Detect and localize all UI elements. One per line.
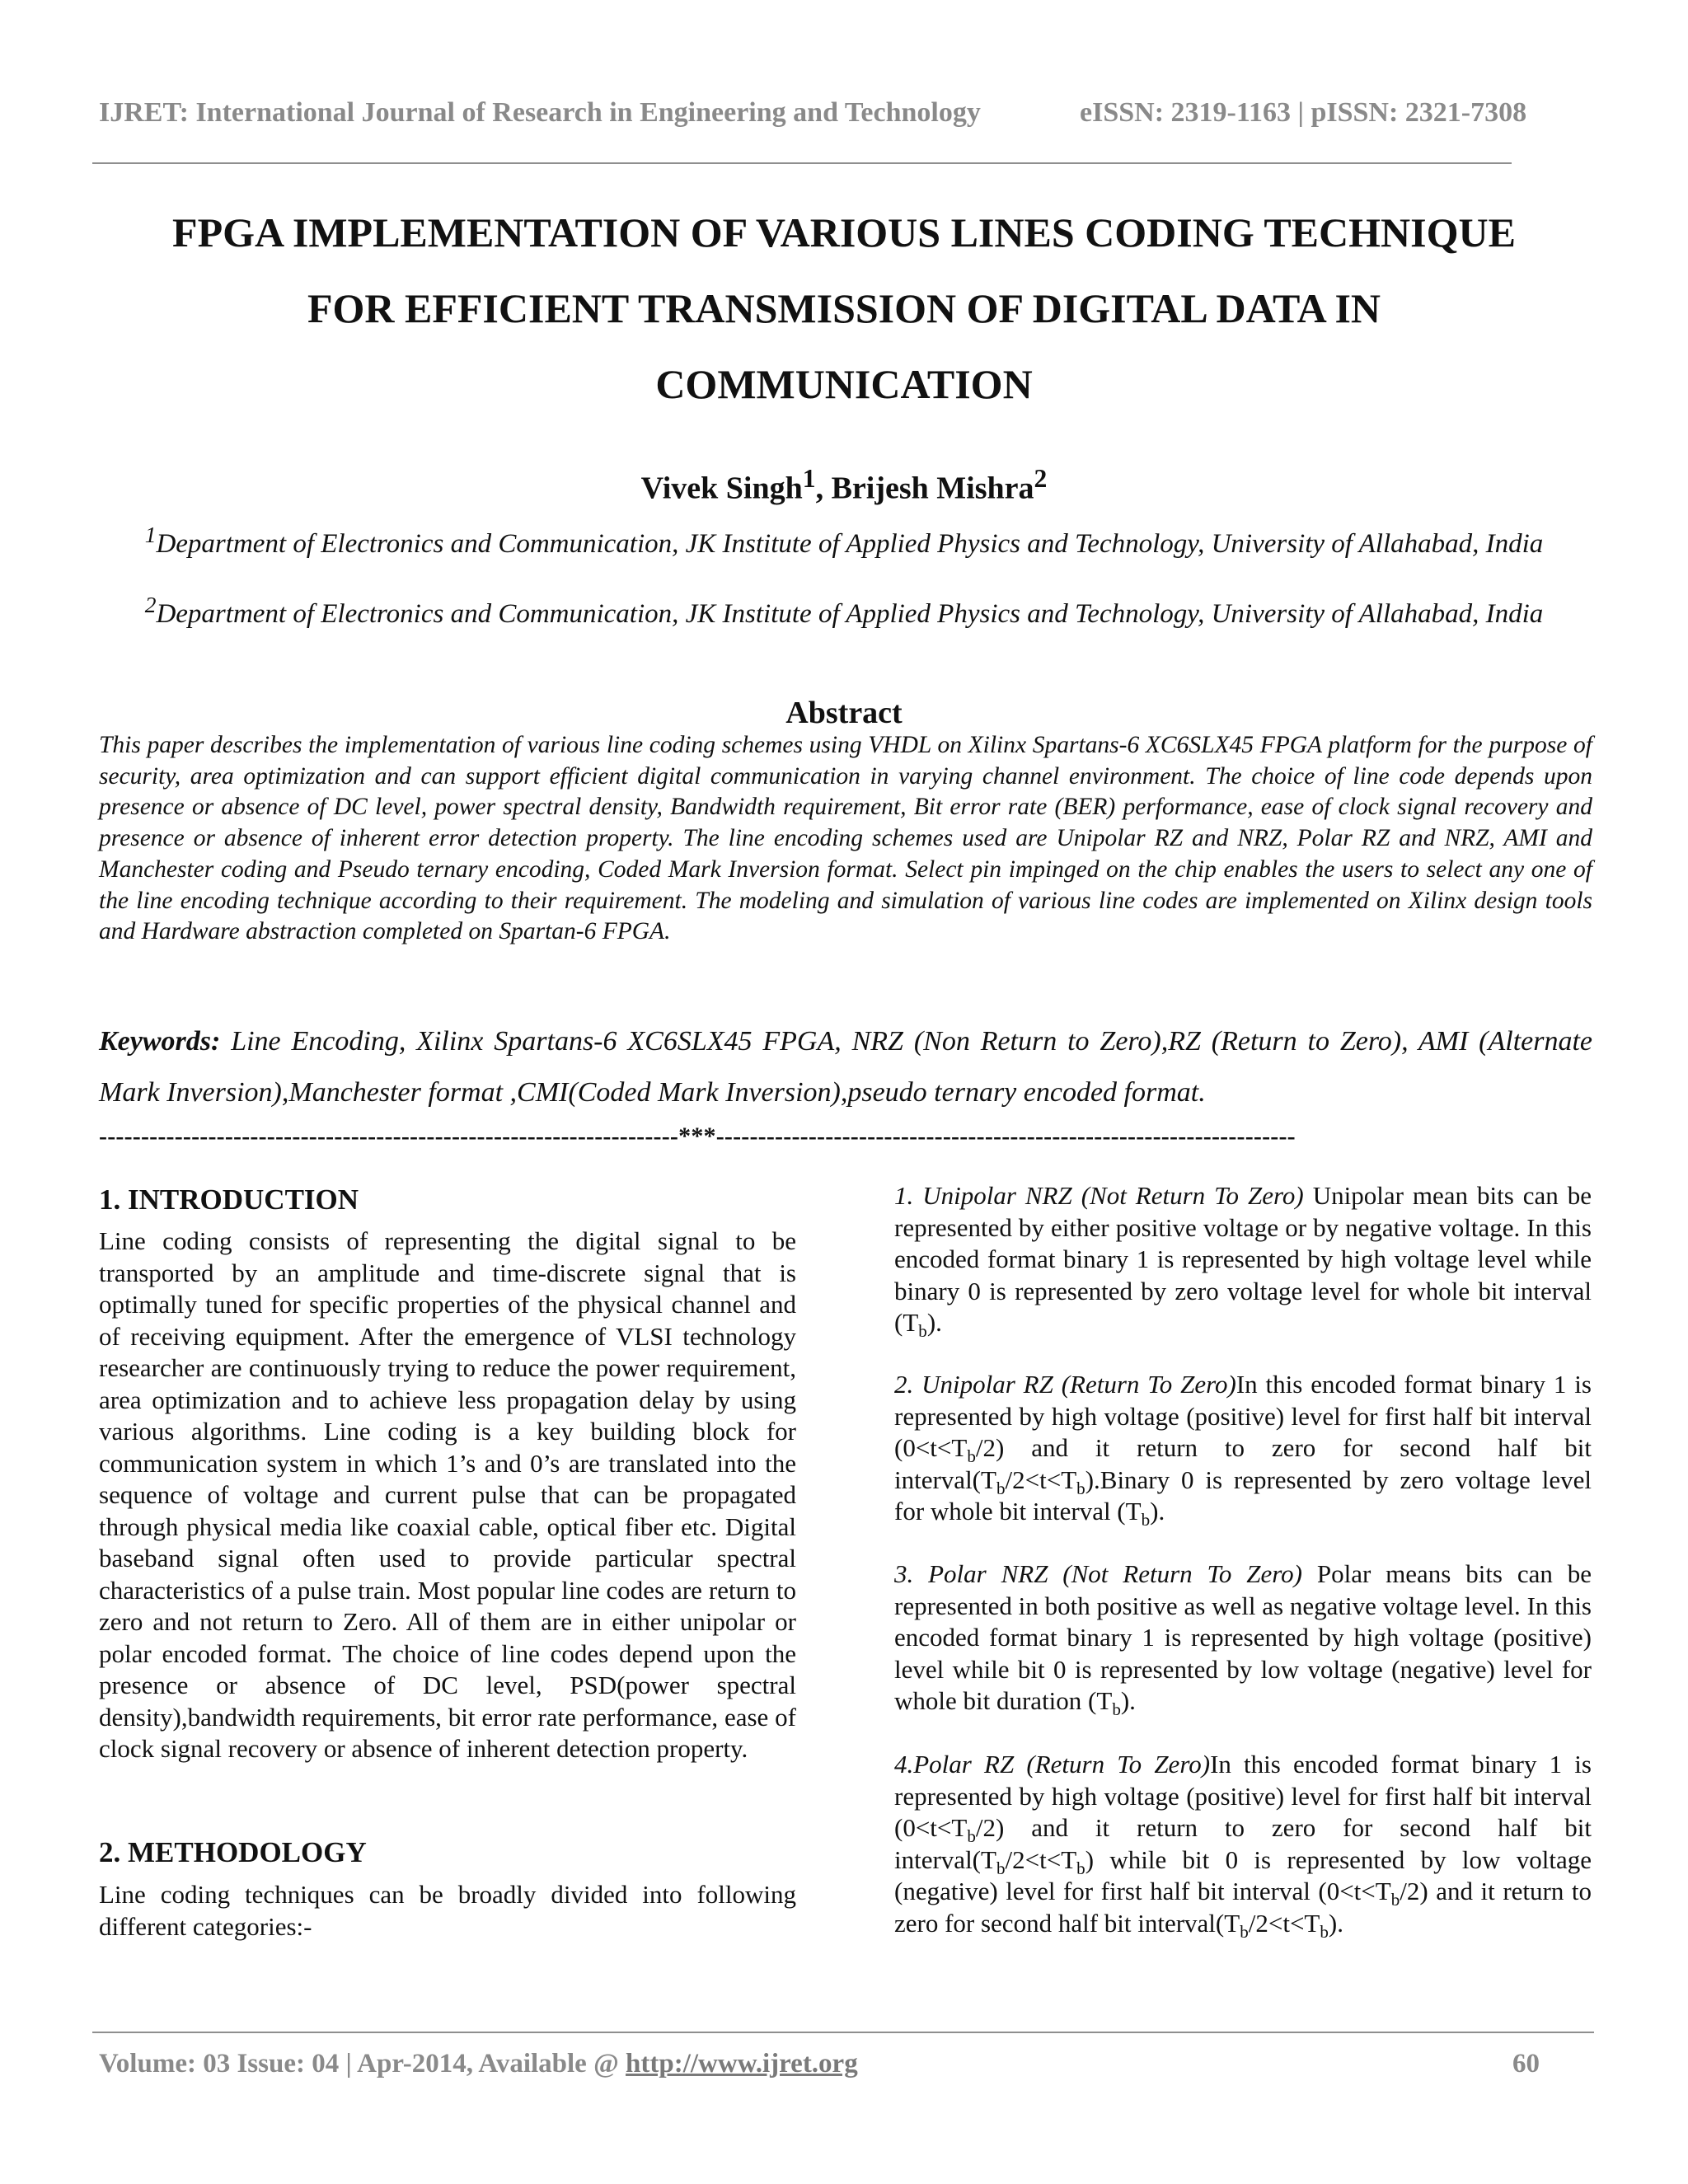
- subscript-b: b: [996, 1858, 1006, 1878]
- polar-rz-end: ).: [1328, 1908, 1343, 1938]
- subscript-b: b: [918, 1321, 927, 1342]
- subscript-b: b: [1320, 1921, 1329, 1942]
- section-separator: ---------------------------------------------------------------------***---------------------------------------------------------------------: [99, 1122, 1296, 1150]
- polar-nrz-title: 3. Polar NRZ (Not Return To Zero): [894, 1559, 1302, 1588]
- subscript-b: b: [1112, 1699, 1121, 1720]
- author-2: Brijesh Mishra: [831, 471, 1034, 506]
- footer-volume-text: Volume: 03 Issue: 04 | Apr-2014, Available @: [99, 2049, 626, 2079]
- unipolar-rz-text-4: ).Binary 0 is represented by zero voltage level for whole bit interval (T: [894, 1465, 1592, 1526]
- polar-rz-text-5: /2) and it return to zero for second half bit interval(T: [894, 1877, 1592, 1938]
- footer-volume: [99, 2049, 858, 2079]
- methodology-text: Line coding techniques can be broadly divided into following different categories:-: [99, 1880, 796, 1941]
- affiliation-2: [140, 588, 1548, 631]
- title-line-2: FOR EFFICIENT TRANSMISSION OF DIGITAL DATA IN: [307, 285, 1381, 331]
- polar-rz-text-4: ) while bit 0 is represented by low voltage (negative) level for first half bit interval (0<t<T: [894, 1844, 1592, 1905]
- polar-rz-paragraph: [894, 1749, 1592, 1942]
- subscript-b: b: [967, 1446, 976, 1467]
- paper-title: [82, 194, 1606, 422]
- subscript-b: b: [1240, 1921, 1249, 1942]
- introduction-heading: 1. INTRODUCTION: [99, 1183, 359, 1216]
- polar-rz-text-3: /2<t<T: [1005, 1844, 1077, 1874]
- authors: [0, 464, 1688, 507]
- unipolar-rz-end: ).: [1150, 1497, 1165, 1526]
- keywords-label: Keywords:: [99, 1026, 221, 1057]
- unipolar-nrz-text: Unipolar mean bits can be represented by either positive voltage or by negative voltage. In this encoded format binary 1 is represented by high voltage level while binary 0 is represented by zero voltage level for whole bit interval (T: [894, 1181, 1592, 1337]
- footer-website-link[interactable]: http://www.ijret.org: [626, 2049, 858, 2079]
- header-rule: [92, 162, 1512, 164]
- title-line-1: FPGA IMPLEMENTATION OF VARIOUS LINES CODING TECHNIQUE: [172, 209, 1516, 255]
- affiliation-2-text: Department of Electronics and Communication, JK Institute of Applied Physics and Technology, University of Allahabad, India: [156, 599, 1544, 629]
- subscript-b: b: [1390, 1890, 1400, 1910]
- subscript-b: b: [1141, 1510, 1151, 1530]
- footer-rule: [92, 2032, 1594, 2033]
- unipolar-nrz-paragraph: [894, 1180, 1592, 1342]
- polar-rz-text-6: /2<t<T: [1248, 1908, 1320, 1938]
- affiliation-1-text: Department of Electronics and Communication, JK Institute of Applied Physics and Technology, University of Allahabad, India: [156, 529, 1544, 559]
- unipolar-rz-text-2: /2) and it return to zero for second half bit interval(T: [894, 1433, 1592, 1494]
- author-1-sup: 1: [802, 464, 816, 493]
- polar-rz-text-2: /2) and it return to zero for second half bit interval(T: [894, 1813, 1592, 1874]
- subscript-b: b: [967, 1826, 976, 1847]
- subscript-b: b: [1076, 1858, 1085, 1878]
- journal-issn: eISSN: 2319-1163 | pISSN: 2321-7308: [1080, 97, 1527, 128]
- unipolar-rz-text-3: /2<t<T: [1005, 1465, 1077, 1494]
- affiliation-1-sup: 1: [144, 522, 157, 547]
- journal-name: IJRET: International Journal of Research in Engineering and Technology: [99, 97, 981, 128]
- unipolar-nrz-end: ).: [926, 1308, 942, 1337]
- keywords-text: Line Encoding, Xilinx Spartans-6 XC6SLX45 FPGA, NRZ (Non Return to Zero),RZ (Return to Zero), AMI (Alternate Mark Inversion),Manchester format ,CMI(Coded Mark Inversion),pseudo ternary encoded format.: [99, 1026, 1592, 1108]
- abstract-text: This paper describes the implementation of various line coding schemes using VHDL on Xilinx Spartans-6 XC6SLX45 FPGA platform for the purpose of security, area optimization and can support efficient digital communication in varying channel environment. The choice of line code depends upon presence or absence of DC level, power spectral density, Bandwidth requirement, Bit error rate (BER) performance, ease of clock signal recovery and presence or absence of inherent error detection property. The line encoding schemes used are Unipolar RZ and NRZ, Polar RZ and NRZ, AMI and Manchester coding and Pseudo ternary encoding, Coded Mark Inversion format. Select pin impinged on the chip enables the users to select any one of the line encoding technique according to their requirement. The modeling and simulation of various line codes are implemented on Xilinx design tools and Hardware abstraction completed on Spartan-6 FPGA.: [99, 732, 1592, 945]
- keywords: [99, 1016, 1592, 1118]
- affiliation-1: [140, 518, 1548, 561]
- page-number: 60: [1512, 2049, 1540, 2079]
- polar-rz-text-1: In this encoded format binary 1 is represented by high voltage (positive) level for first half bit interval (0<t<T: [894, 1750, 1592, 1842]
- subscript-b: b: [1076, 1478, 1085, 1498]
- polar-nrz-paragraph: [894, 1558, 1592, 1718]
- methodology-heading: 2. METHODOLOGY: [99, 1836, 367, 1868]
- unipolar-nrz-title: 1. Unipolar NRZ (Not Return To Zero): [894, 1181, 1304, 1210]
- affiliation-2-sup: 2: [144, 592, 157, 617]
- introduction-text: Line coding consists of representing the digital signal to be transported by an amplitude and time-discrete signal that is optimally tuned for specific properties of the physical channel and of receiving equipment. After the emergence of VLSI technology researcher are continuously trying to reduce the power requirement, area optimization and to achieve less propagation delay by using various algorithms. Line coding is a key building block for communication system in which 1’s and 0’s are translated into the sequence of voltage and current pulse that can be propagated through physical media like coaxial cable, optical fiber etc. Digital baseband signal often used to provide particular spectral characteristics of a pulse train. Most popular line codes are return to zero and not return to Zero. All of them are in either unipolar or polar encoded format. The choice of line codes depend upon the presence or absence of DC level, PSD(power spectral density),bandwidth requirements, bit error rate performance, ease of clock signal recovery or absence of inherent detection property.: [99, 1226, 796, 1763]
- unipolar-rz-paragraph: [894, 1369, 1592, 1528]
- title-line-3: COMMUNICATION: [655, 361, 1033, 407]
- author-separator: ,: [815, 471, 832, 506]
- polar-rz-title: 4.Polar RZ (Return To Zero): [894, 1750, 1211, 1779]
- subscript-b: b: [996, 1478, 1006, 1498]
- abstract-heading: Abstract: [785, 696, 903, 730]
- unipolar-rz-text-1: In this encoded format binary 1 is represented by high voltage (positive) level for first half bit interval (0<t<T: [894, 1370, 1592, 1462]
- author-2-sup: 2: [1034, 464, 1048, 493]
- polar-nrz-end: ).: [1120, 1686, 1136, 1715]
- author-1: Vivek Singh: [640, 471, 803, 506]
- polar-nrz-text: Polar means bits can be represented in both positive as well as negative voltage level. In this encoded format binary 1 is represented by high voltage (positive) level while bit 0 is represented by low voltage (negative) level for whole bit duration (T: [894, 1559, 1592, 1715]
- unipolar-rz-title: 2. Unipolar RZ (Return To Zero): [894, 1370, 1236, 1399]
